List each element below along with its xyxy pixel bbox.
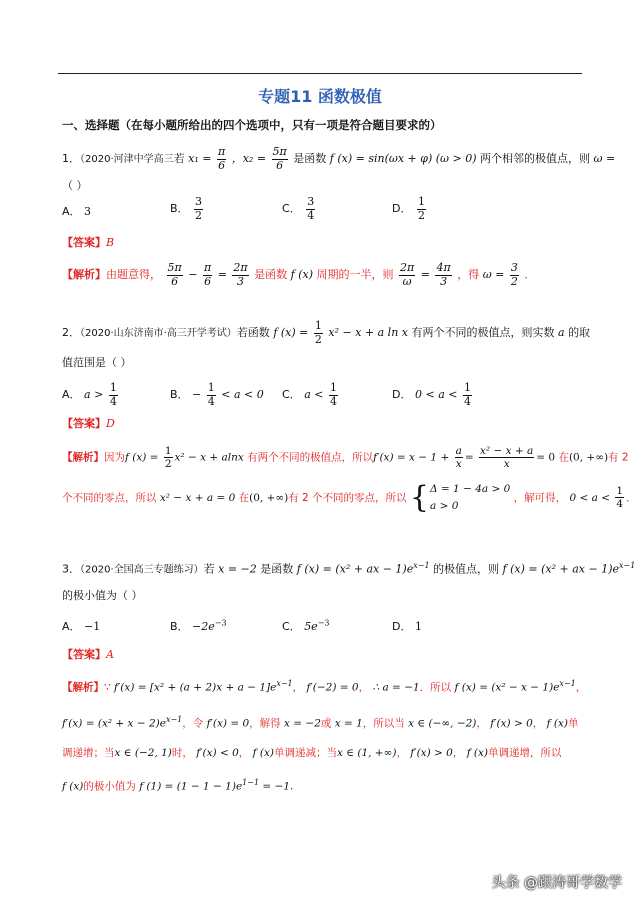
q3-stem: 3．（2020·全国高三专题练习）若 x = −2 是函数 f (x) = (x² + ax − $1)e^{x-1}$ 的极值点，则 f (x) = (x² + ax − $1)e^{x-1}$ [62,561,636,576]
q1-answer: 【答案】B [62,236,115,249]
section-heading: 一、选择题（在每小题所给出的四个选项中，只有一项是符合题目要求的） [62,118,442,132]
q1-option-c: C． $\frac{3}{4}$ [282,195,315,222]
q2-option-b: B． − $\frac{1}{4}$ < a < 0 [170,381,264,408]
q1-stem: 1．（2020·河津中学高三若 x₁ = $\frac{\pi}{6}$ ，x₂ = $\frac{5\pi}{6}$ 是函数 f (x) = sin(ωx + φ) (ω > 0) 两个相邻的极值点，则 ω = [62,145,616,172]
q2-option-c: C． a < $\frac{1}{4}$ [282,381,337,408]
header-rule [58,73,582,74]
watermark: 头条 @跟涛哥学数学 [491,875,622,891]
q1-option-b: B． $\frac{3}{2}$ [170,195,203,222]
q3-source: （2020·全国高三专题练习） [80,564,204,576]
q2-option-d: D． 0 < a < $\frac{1}{4}$ [392,381,471,408]
q1-paren: （ ） [62,179,88,192]
q3-option-a: A． −1 [62,620,101,633]
q2-number: 2． [62,326,80,340]
q3-analysis-line3: 调递增；当x ∈ (−2, 1)时， f′(x) < 0， f (x)单调递减；当x ∈ (1, +∞)， f′(x) > 0， f (x)单调递增，所以 [62,747,562,759]
q2-stem-line2: 值范围是（ ） [62,356,132,369]
q3-option-b: B． $-2e^{-3}$ [170,618,227,633]
q2-analysis-line1: 【解析】因为f (x) = $\frac{1}{2}$ x² − x + alnx 有两个不同的极值点，所以f′(x) = x − 1 + $\frac{a}{x}$ = $\frac{\text{x² − x + a}}{x}$ = 0 在(0, +∞)有 2 [62,445,629,471]
q3-option-d: D． 1 [392,620,422,633]
q3-analysis-line4: f (x)的极小值为 f $(1) = (1 - 1 - 1)e^{1-1} = -1$. [62,778,294,793]
page-title: 专题11 函数极值 [258,87,382,106]
q2-option-a: A． a > $\frac{1}{4}$ [62,381,117,408]
q1-function: f (x) = sin(ωx + φ) (ω > 0) [329,152,477,166]
q2-stem: 2．（2020·山东济南市·高三开学考试）若函数 f (x) = $\frac{1}{2}$ x² − x + a ln x 有两个不同的极值点，则实数 a 的取 [62,319,591,346]
q1-source: （2020·河津中学高三 [80,154,174,166]
q1-x1-fraction: $\frac{\pi}{6}$ [217,145,226,172]
q1-option-d: D． $\frac{1}{2}$ [392,195,425,222]
q3-analysis-line2: $f'(x) = (x^2 + x - 2)e^{x-1}$，令 f′(x) = 0，解得 x = −2或 x = 1，所以当 x ∈ (−∞, −2)， f′(x) > 0， f (x)单 [62,715,579,730]
q1-x2-fraction: $\frac{5\pi}{6}$ [272,145,287,172]
q3-number: 3． [62,562,80,576]
q2-analysis-line2: 个不同的零点，所以 x² − x + a = 0 在(0, +∞)有 2 个不同的零点，所以 { Δ = 1 − 4a > 0 a > 0 ，解可得， 0 < a < $\frac{1}{4}$ ． [62,479,637,515]
q1-option-a: A． 3 [62,205,92,218]
q1-analysis: 【解析】由题意得， $\frac{5\pi}{6}$ − $\frac{\pi}{6}$ = $\frac{2\pi}{3}$ 是函数 f (x) 周期的一半，则 $\frac{2\pi}{\omega}$ = $\frac{4\pi}{3}$ ，得 ω = $\frac{3}{2}$ ． [62,261,536,288]
q2-function: x² − x + a ln x [328,326,408,340]
q3-analysis-line1: 【解析】∵ $f'(x) = [x^2 + (a + 2)x + a - 1]e^{x-1}$， f′(−2) = 0， ∴ a = −1．所以 f $(x) = (x^2 - x - 1)e^{x-1}$， [62,679,587,694]
q1-number: 1． [62,152,80,166]
q3-answer: 【答案】A [62,648,114,661]
q3-option-c: C． $5e^{-3}$ [282,618,330,633]
q3-function: f (x) = (x² + ax − 1)e [296,562,414,576]
q2-source: （2020·山东济南市·高三开学考试） [80,328,237,340]
q2-answer: 【答案】D [62,417,115,430]
q3-stem-line2: 的极小值为（ ） [62,589,143,602]
